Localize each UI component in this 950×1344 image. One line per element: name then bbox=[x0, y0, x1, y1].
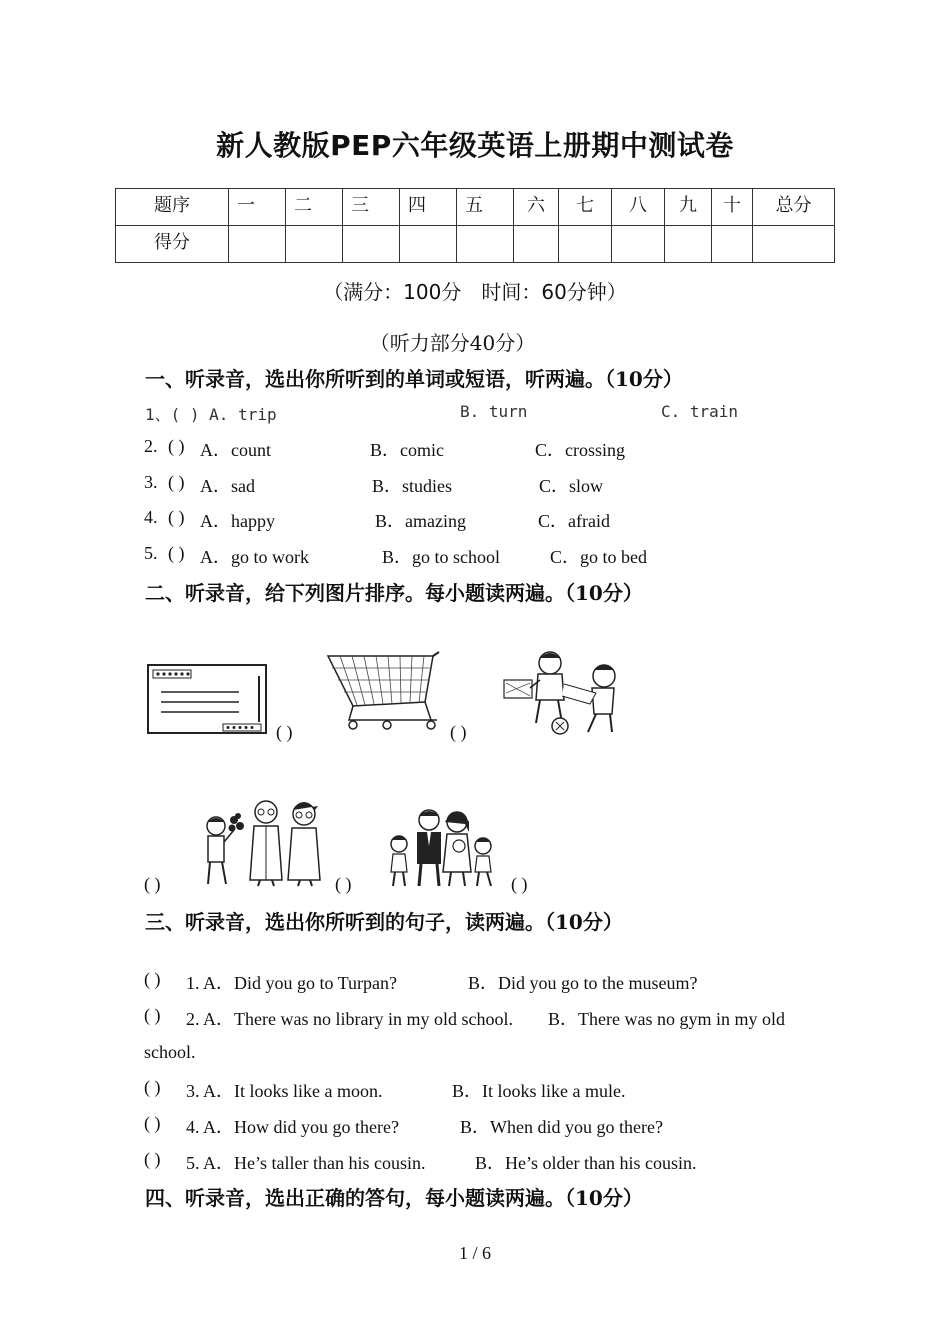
score-input-cell[interactable] bbox=[612, 226, 665, 263]
section2-heading: 二、听录音，给下列图片排序。每小题读两遍。（10分） bbox=[145, 581, 643, 605]
section3-heading: 三、听录音，选出你所听到的句子，读两遍。（10分） bbox=[145, 910, 623, 934]
s3-q2-answer-blank[interactable]: ( ) bbox=[144, 1005, 161, 1025]
picture4-order-blank[interactable]: ( ) bbox=[335, 874, 352, 894]
s3-q4-option-b: B．When did you go there? bbox=[460, 1117, 663, 1137]
q4-number: 4. bbox=[144, 507, 158, 527]
score-input-cell[interactable] bbox=[559, 226, 612, 263]
s3-q3-option-a: 3. A．It looks like a moon. bbox=[186, 1081, 383, 1101]
score-cell: 六 bbox=[514, 189, 559, 226]
picture3-order-blank[interactable]: ( ) bbox=[144, 874, 161, 894]
q3-option-b: B．studies bbox=[372, 476, 453, 496]
s3-q2-option-b: B．There was no gym in my old bbox=[548, 1009, 785, 1029]
page-number: 1 / 6 bbox=[458, 1243, 491, 1263]
score-input-cell[interactable] bbox=[286, 226, 343, 263]
flowers-grandparents-image bbox=[200, 796, 328, 888]
s3-q1-answer-blank[interactable]: ( ) bbox=[144, 969, 161, 989]
q1-option-a: 1、( ) A. trip bbox=[145, 405, 277, 424]
q4-option-b: B．amazing bbox=[375, 511, 466, 531]
q4-answer-blank[interactable]: ( ) bbox=[168, 507, 185, 527]
score-input-cell[interactable] bbox=[457, 226, 514, 263]
q5-option-a: A．go to work bbox=[200, 547, 309, 567]
score-cell: 题序 bbox=[116, 189, 229, 226]
score-cell: 一 bbox=[229, 189, 286, 226]
score-cell: 五 bbox=[457, 189, 514, 226]
picture2-order-blank[interactable]: ( ) bbox=[450, 722, 467, 742]
score-header-row bbox=[116, 189, 835, 226]
s3-q1-option-b: B．Did you go to the museum? bbox=[468, 973, 698, 993]
q1-option-b: B. turn bbox=[460, 402, 528, 421]
s3-q5-option-b: B．He’s older than his cousin. bbox=[475, 1153, 697, 1173]
q4-option-c: C．afraid bbox=[538, 511, 610, 531]
score-input-cell[interactable] bbox=[400, 226, 457, 263]
s3-q5-option-a: 5. A．He’s taller than his cousin. bbox=[186, 1153, 426, 1173]
score-input-cell[interactable] bbox=[712, 226, 753, 263]
score-input-cell[interactable] bbox=[665, 226, 712, 263]
q3-option-a: A．sad bbox=[200, 476, 255, 496]
score-cell: 二 bbox=[286, 189, 343, 226]
score-input-cell[interactable] bbox=[343, 226, 400, 263]
score-table bbox=[115, 188, 835, 263]
picture1-order-blank[interactable]: ( ) bbox=[276, 722, 293, 742]
score-input-cell[interactable] bbox=[514, 226, 559, 263]
postcard-image bbox=[147, 664, 269, 736]
q5-number: 5. bbox=[144, 543, 158, 563]
s3-q2-option-a: 2. A．There was no library in my old school. bbox=[186, 1009, 513, 1029]
score-cell: 四 bbox=[400, 189, 457, 226]
q5-answer-blank[interactable]: ( ) bbox=[168, 543, 185, 563]
q1-option-c: C. train bbox=[661, 402, 739, 421]
q5-option-c: C．go to bed bbox=[550, 547, 647, 567]
score-cell: 总分 bbox=[753, 189, 835, 226]
q5-option-b: B．go to school bbox=[382, 547, 501, 567]
q2-option-c: C．crossing bbox=[535, 440, 625, 460]
s3-q5-answer-blank[interactable]: ( ) bbox=[144, 1149, 161, 1169]
q3-option-c: C．slow bbox=[539, 476, 604, 496]
picture5-order-blank[interactable]: ( ) bbox=[511, 874, 528, 894]
section1-heading: 一、听录音，选出你所听到的单词或短语，听两遍。（10分） bbox=[145, 367, 683, 391]
score-cell: 九 bbox=[665, 189, 712, 226]
s3-q3-answer-blank[interactable]: ( ) bbox=[144, 1077, 161, 1097]
shopping-cart-image bbox=[325, 650, 443, 732]
page-title: 新人教版PEP六年级英语上册期中测试卷 bbox=[216, 129, 734, 162]
boys-football-image bbox=[500, 648, 622, 738]
family-image bbox=[385, 806, 503, 888]
score-value-row bbox=[116, 226, 835, 263]
score-cell: 三 bbox=[343, 189, 400, 226]
s3-q4-option-a: 4. A．How did you go there? bbox=[186, 1117, 399, 1137]
score-cell: 八 bbox=[612, 189, 665, 226]
s3-q3-option-b: B．It looks like a mule. bbox=[452, 1081, 626, 1101]
score-cell: 得分 bbox=[116, 226, 229, 263]
q2-option-a: A．count bbox=[200, 440, 271, 460]
q2-number: 2. bbox=[144, 436, 158, 456]
section4-heading: 四、听录音，选出正确的答句，每小题读两遍。（10分） bbox=[145, 1186, 643, 1210]
s3-q1-option-a: 1. A．Did you go to Turpan? bbox=[186, 973, 398, 993]
s3-q4-answer-blank[interactable]: ( ) bbox=[144, 1113, 161, 1133]
q2-answer-blank[interactable]: ( ) bbox=[168, 436, 185, 456]
q2-option-b: B．comic bbox=[370, 440, 444, 460]
q4-option-a: A．happy bbox=[200, 511, 275, 531]
q3-number: 3. bbox=[144, 472, 158, 492]
score-cell: 十 bbox=[712, 189, 753, 226]
q3-answer-blank[interactable]: ( ) bbox=[168, 472, 185, 492]
score-cell: 七 bbox=[559, 189, 612, 226]
exam-subtitle: （满分：100分 时间：60分钟） bbox=[323, 280, 627, 304]
s3-q2-wrap-text: school. bbox=[144, 1042, 196, 1062]
score-input-cell[interactable] bbox=[753, 226, 835, 263]
score-input-cell[interactable] bbox=[229, 226, 286, 263]
listening-note: （听力部分40分） bbox=[369, 331, 536, 355]
